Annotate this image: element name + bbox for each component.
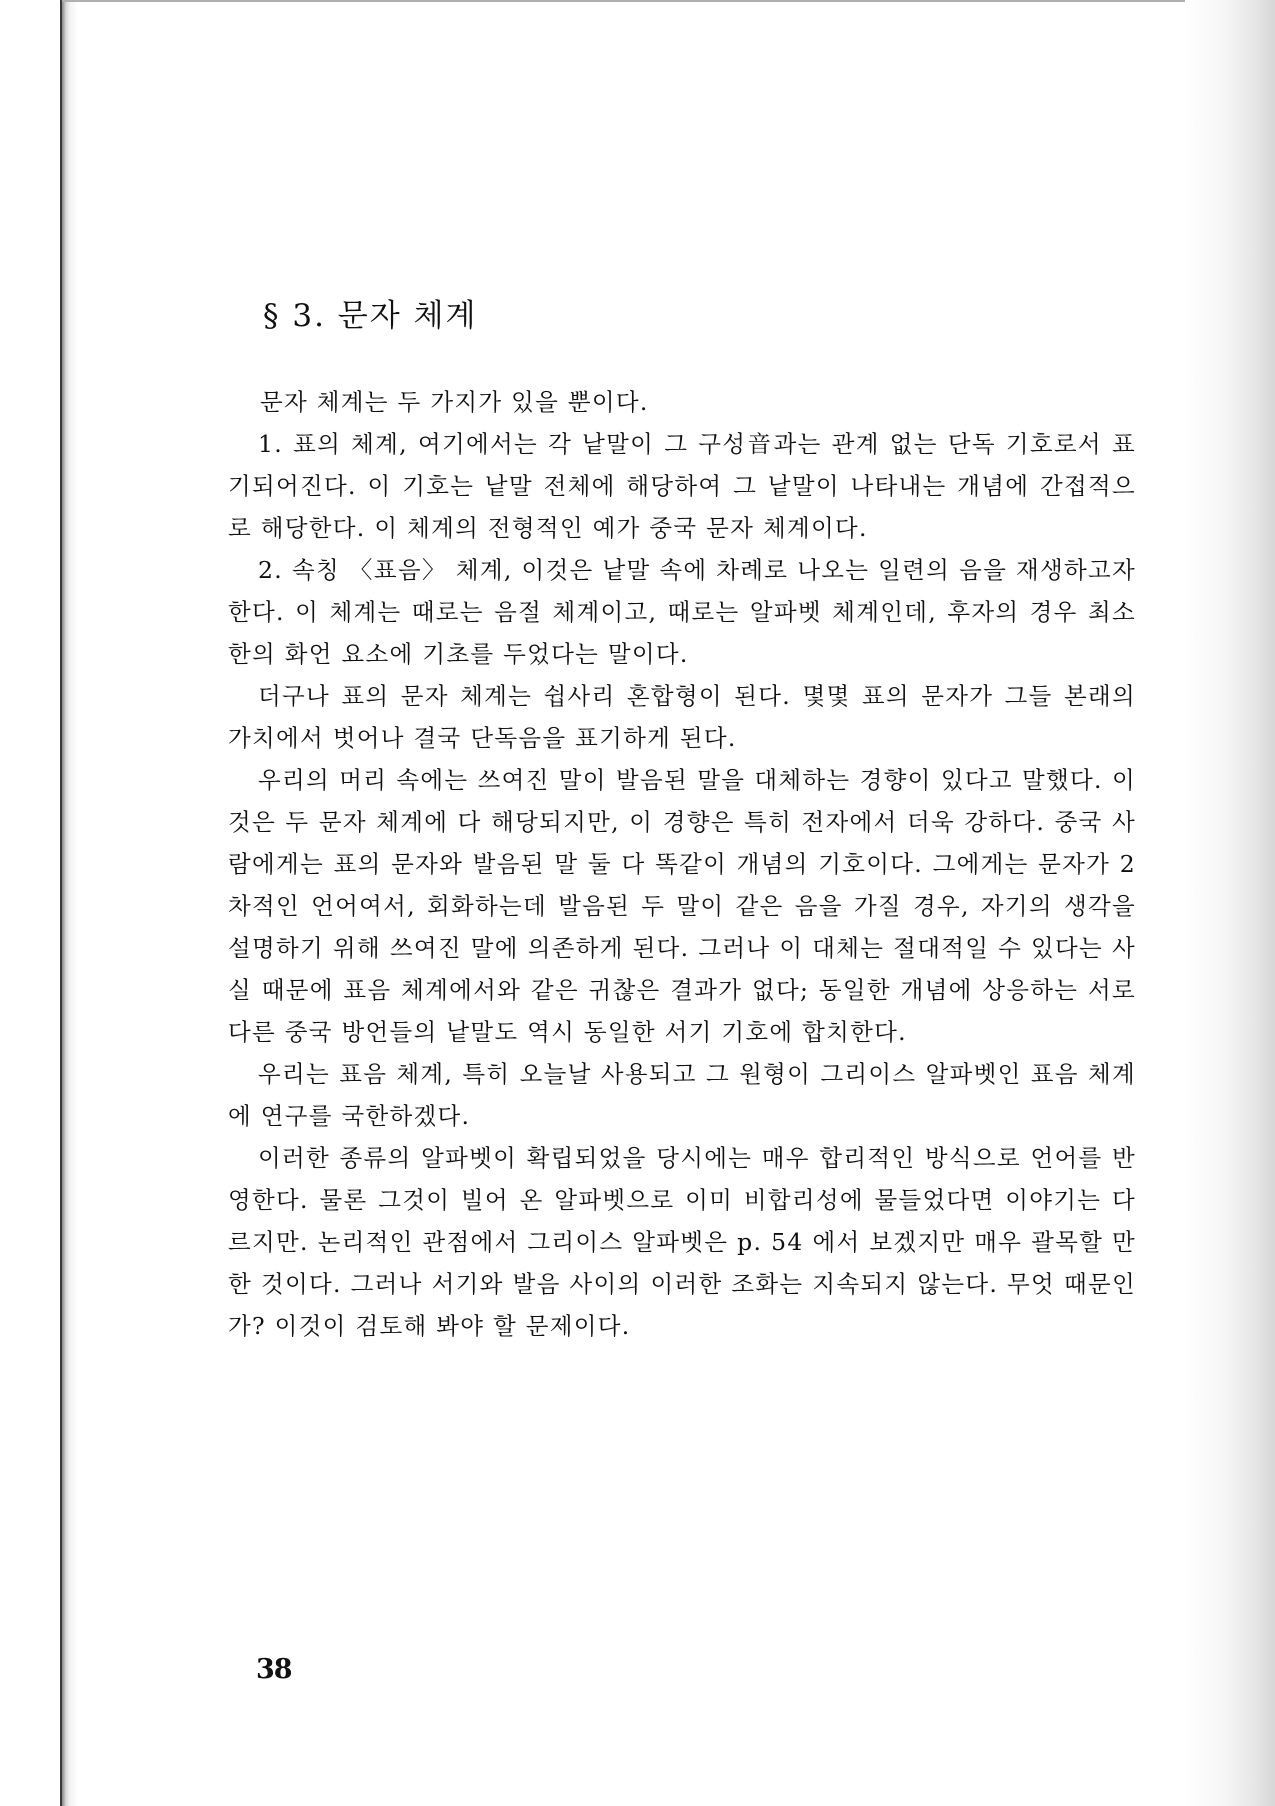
paragraph-alphabet: 이러한 종류의 알파벳이 확립되었을 당시에는 매우 합리적인 방식으로 언어를 반영한다. 물론 그것이 빌어 온 알파벳으로 이미 비합리성에 물들었다면 이야기는 다르지만. 논리적인 관점에서 그리이스 알파벳은 p. 54 에서 보겠지만 매우 괄목할 만한 것이다. 그러나 서기와 발음 사이의 이러한 조화는 지속되지 않는다. 무엇 때문인가? 이것이 검토해 봐야 할 문제이다.: [228, 1144, 1136, 1340]
paragraph-ideographic: 1. 표의 체계, 여기에서는 각 낱말이 그 구성音과는 관계 없는 단독 기호로서 표기되어진다. 이 기호는 낱말 전체에 해당하여 그 낱말이 나타내는 개념에 간접적으로 해당한다. 이 체계의 전형적인 예가 중국 문자 체계이다.: [228, 430, 1136, 542]
paragraph-mixed: 더구나 표의 문자 체계는 쉽사리 혼합형이 된다. 몇몇 표의 문자가 그들 본래의 가치에서 벗어나 결국 단독음을 표기하게 된다.: [228, 682, 1136, 752]
page-top-edge: [62, 0, 1212, 2]
page-shadow: [1185, 0, 1275, 1806]
page-number: 38: [256, 1654, 292, 1685]
section-heading: § 3. 문자 체계: [263, 298, 478, 334]
paragraph-substitution: 우리의 머리 속에는 쓰여진 말이 발음된 말을 대체하는 경향이 있다고 말했다. 이것은 두 문자 체계에 다 해당되지만, 이 경향은 특히 전자에서 더욱 강하다. 중국 사람에게는 표의 문자와 발음된 말 둘 다 똑같이 개념의 기호이다. 그에게는 문자가 2차적인 언어여서, 회화하는데 발음된 두 말이 같은 음을 가질 경우, 자기의 생각을 설명하기 위해 쓰여진 말에 의존하게 된다. 그러나 이 대체는 절대적일 수 있다는 사실 때문에 표음 체계에서와 같은 귀찮은 결과가 없다; 동일한 개념에 상응하는 서로 다른 중국 방언들의 낱말도 역시 동일한 서기 기호에 합치한다.: [228, 766, 1136, 1046]
paragraph-intro: 문자 체계는 두 가지가 있을 뿐이다.: [260, 388, 649, 416]
body-text: [228, 381, 1136, 1347]
page-content: [228, 290, 1136, 1347]
book-binding-edge: [60, 0, 78, 1806]
paragraph-phonetic: 2. 속칭 〈표음〉 체계, 이것은 낱말 속에 차례로 나오는 일련의 음을 재생하고자 한다. 이 체계는 때로는 음절 체계이고, 때로는 알파벳 체계인데, 후자의 경우 최소한의 화언 요소에 기초를 두었다는 말이다.: [228, 556, 1136, 668]
paragraph-scope: 우리는 표음 체계, 특히 오늘날 사용되고 그 원형이 그리이스 알파벳인 표음 체계에 연구를 국한하겠다.: [228, 1060, 1136, 1130]
